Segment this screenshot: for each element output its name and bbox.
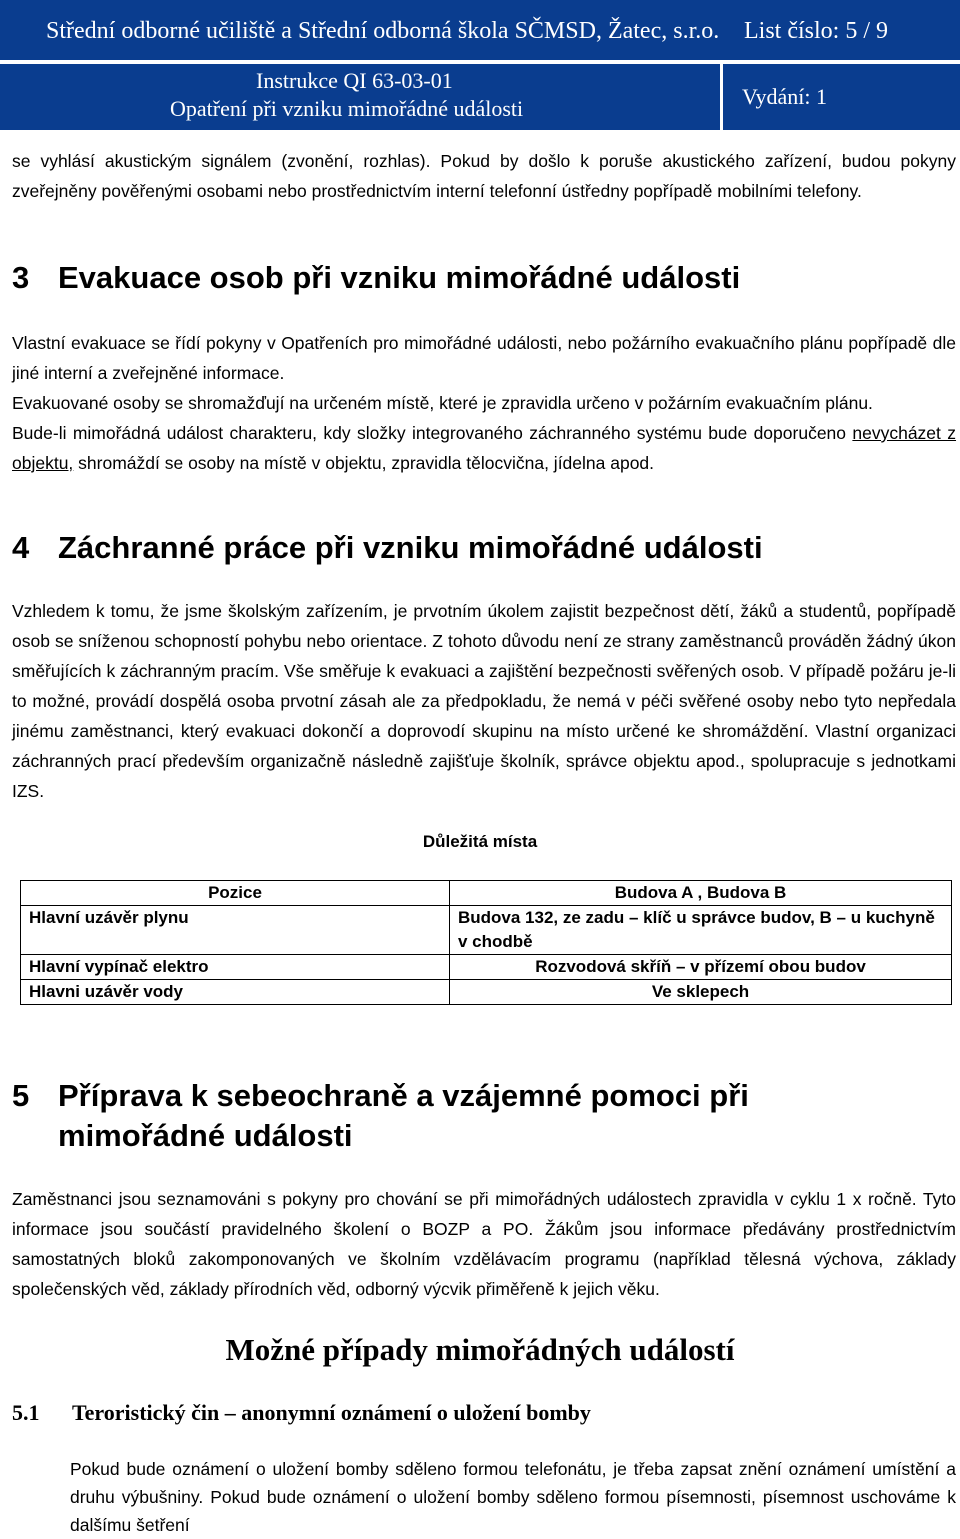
section-title: Záchranné práce při vzniku mimořádné události [58,530,763,565]
header-top-bar [0,0,960,60]
section-title: Evakuace osob při vzniku mimořádné události [58,260,741,295]
underlined-text: nevycházet z objektu, [12,423,957,473]
section-3-paragraph-3 [12,418,956,478]
section-5-paragraph: Zaměstnanci jsou seznamováni s pokyny pro chování se při mimořádných událostech zpravidla v cyklu 1 x ročně. Tyto informace jsou součástí pravidelného školení o BOZP a PO. Žákům jsou informace předávány prostřednictvím samostatných bloků zakomponovaných ve školním vzdělávacím programu (například tělesná výchova, základy společenských věd, základy přírodních věd, odborný výcvik přiměřeně k jejich věku. [12,1189,956,1299]
sheet-number: List číslo: 5 / 9 [744,18,888,44]
table-header-cell: Pozice [21,881,450,906]
section-3-paragraph-1: Vlastní evakuace se řídí pokyny v Opatřeních pro mimořádné události, nebo požárního evakuačního plánu popřípadě dle jiné interní a zveřejněné informace. [12,333,956,383]
table-cell: Rozvodová skříň – v přízemí obou budov [450,955,952,980]
section-5-heading [12,1076,749,1116]
section-number: 4 [12,530,30,565]
table-cell: Hlavní vypínač elektro [21,955,450,980]
intro-paragraph: se vyhlásí akustickým signálem (zvonění, rozhlas). Pokud by došlo k poruše akustického zařízení, budou pokyny zveřejněny pověřenými osobami nebo prostřednictvím interní telefonní ústředny popřípadě mobilními telefony. [12,151,956,201]
measure-title: Opatření při vzniku mimořádné události [170,96,524,121]
section-4-paragraph: Vzhledem k tomu, že jsme školským zařízením, je prvotním úkolem zajistit bezpečnost dětí, žáků a studentů, popřípadě osob se sníženou schopností pohybu nebo orientace. Z tohoto důvodu není ze strany zaměstnanců prováděn žádný úkon směřujících k záchranným pracím. Vše směřuje k evakuaci a zajištění bezpečnosti svěřených osob. V případě požáru je-li to možné, provádí dospělá osoba prvotní zásah ale za předpokladu, že nemá v péči svěřené osoby nebo tyto nepředala jinému zaměstnanci, který evakuaci dokončí a doprovodí skupinu na místo určené ke shromáždění. Vlastní organizaci záchranných prací především organizačně následně zajišťuje školník, správce objektu apod., spolupracuje s jednotkami IZS. [12,601,956,801]
paragraph-text: Bude-li mimořádná událost charakteru, kdy složky integrovaného záchranného systému bude doporučeno [12,423,853,443]
subsection-title: Teroristický čin – anonymní oznámení o uložení bomby [72,1400,591,1425]
table-cell: Hlavní uzávěr plynu [21,906,450,955]
paragraph-text: shromáždí se osoby na místě v objektu, zpravidla tělocvična, jídelna apod. [73,453,655,473]
school-name: Střední odborné učiliště a Střední odborná škola SČMSD, Žatec, s.r.o. [46,18,720,44]
table-caption: Důležitá místa [422,832,538,851]
section-number: 3 [12,260,30,295]
header-divider [720,64,723,130]
header-bottom-bar [0,64,960,130]
table-row [21,906,952,955]
section-3-paragraph-2: Evakuované osoby se shromažďují na určeném místě, které je zpravidla určeno v požárním evakuačním plánu. [12,393,873,413]
document-header [0,0,960,130]
important-places-table [20,880,952,1005]
table-row [21,980,952,1005]
issue-number: Vydání: 1 [742,84,827,109]
section-title: Příprava k sebeochraně a vzájemné pomoci při [58,1078,749,1113]
table-header-cell: Budova A , Budova B [450,881,952,906]
section-3-heading [12,258,740,298]
subsection-5-1-paragraph: Pokud bude oznámení o uložení bomby sděleno formou telefonátu, je třeba zapsat znění oznámení umístění a druhu výbušniny. Pokud bude oznámení o uložení bomby sděleno formou písemnosti, písemnost uschováme k dalšímu šetření [70,1459,956,1535]
section-4-heading [12,528,763,568]
subsection-5-1-heading [12,1400,591,1426]
subsection-number: 5.1 [12,1400,40,1425]
section-number: 5 [12,1078,30,1113]
table-cell: Hlavni uzávěr vody [21,980,450,1005]
instruction-code: Instrukce QI 63-03-01 [256,68,453,93]
table-header-row [21,881,952,906]
table-cell: Ve sklepech [450,980,952,1005]
table-cell: Budova 132, ze zadu – klíč u správce budov, B – u kuchyně v chodbě [450,906,952,955]
cases-title: Možné případy mimořádných událostí [225,1332,735,1367]
section-5-heading-continued: mimořádné události [58,1118,353,1153]
table-row [21,955,952,980]
